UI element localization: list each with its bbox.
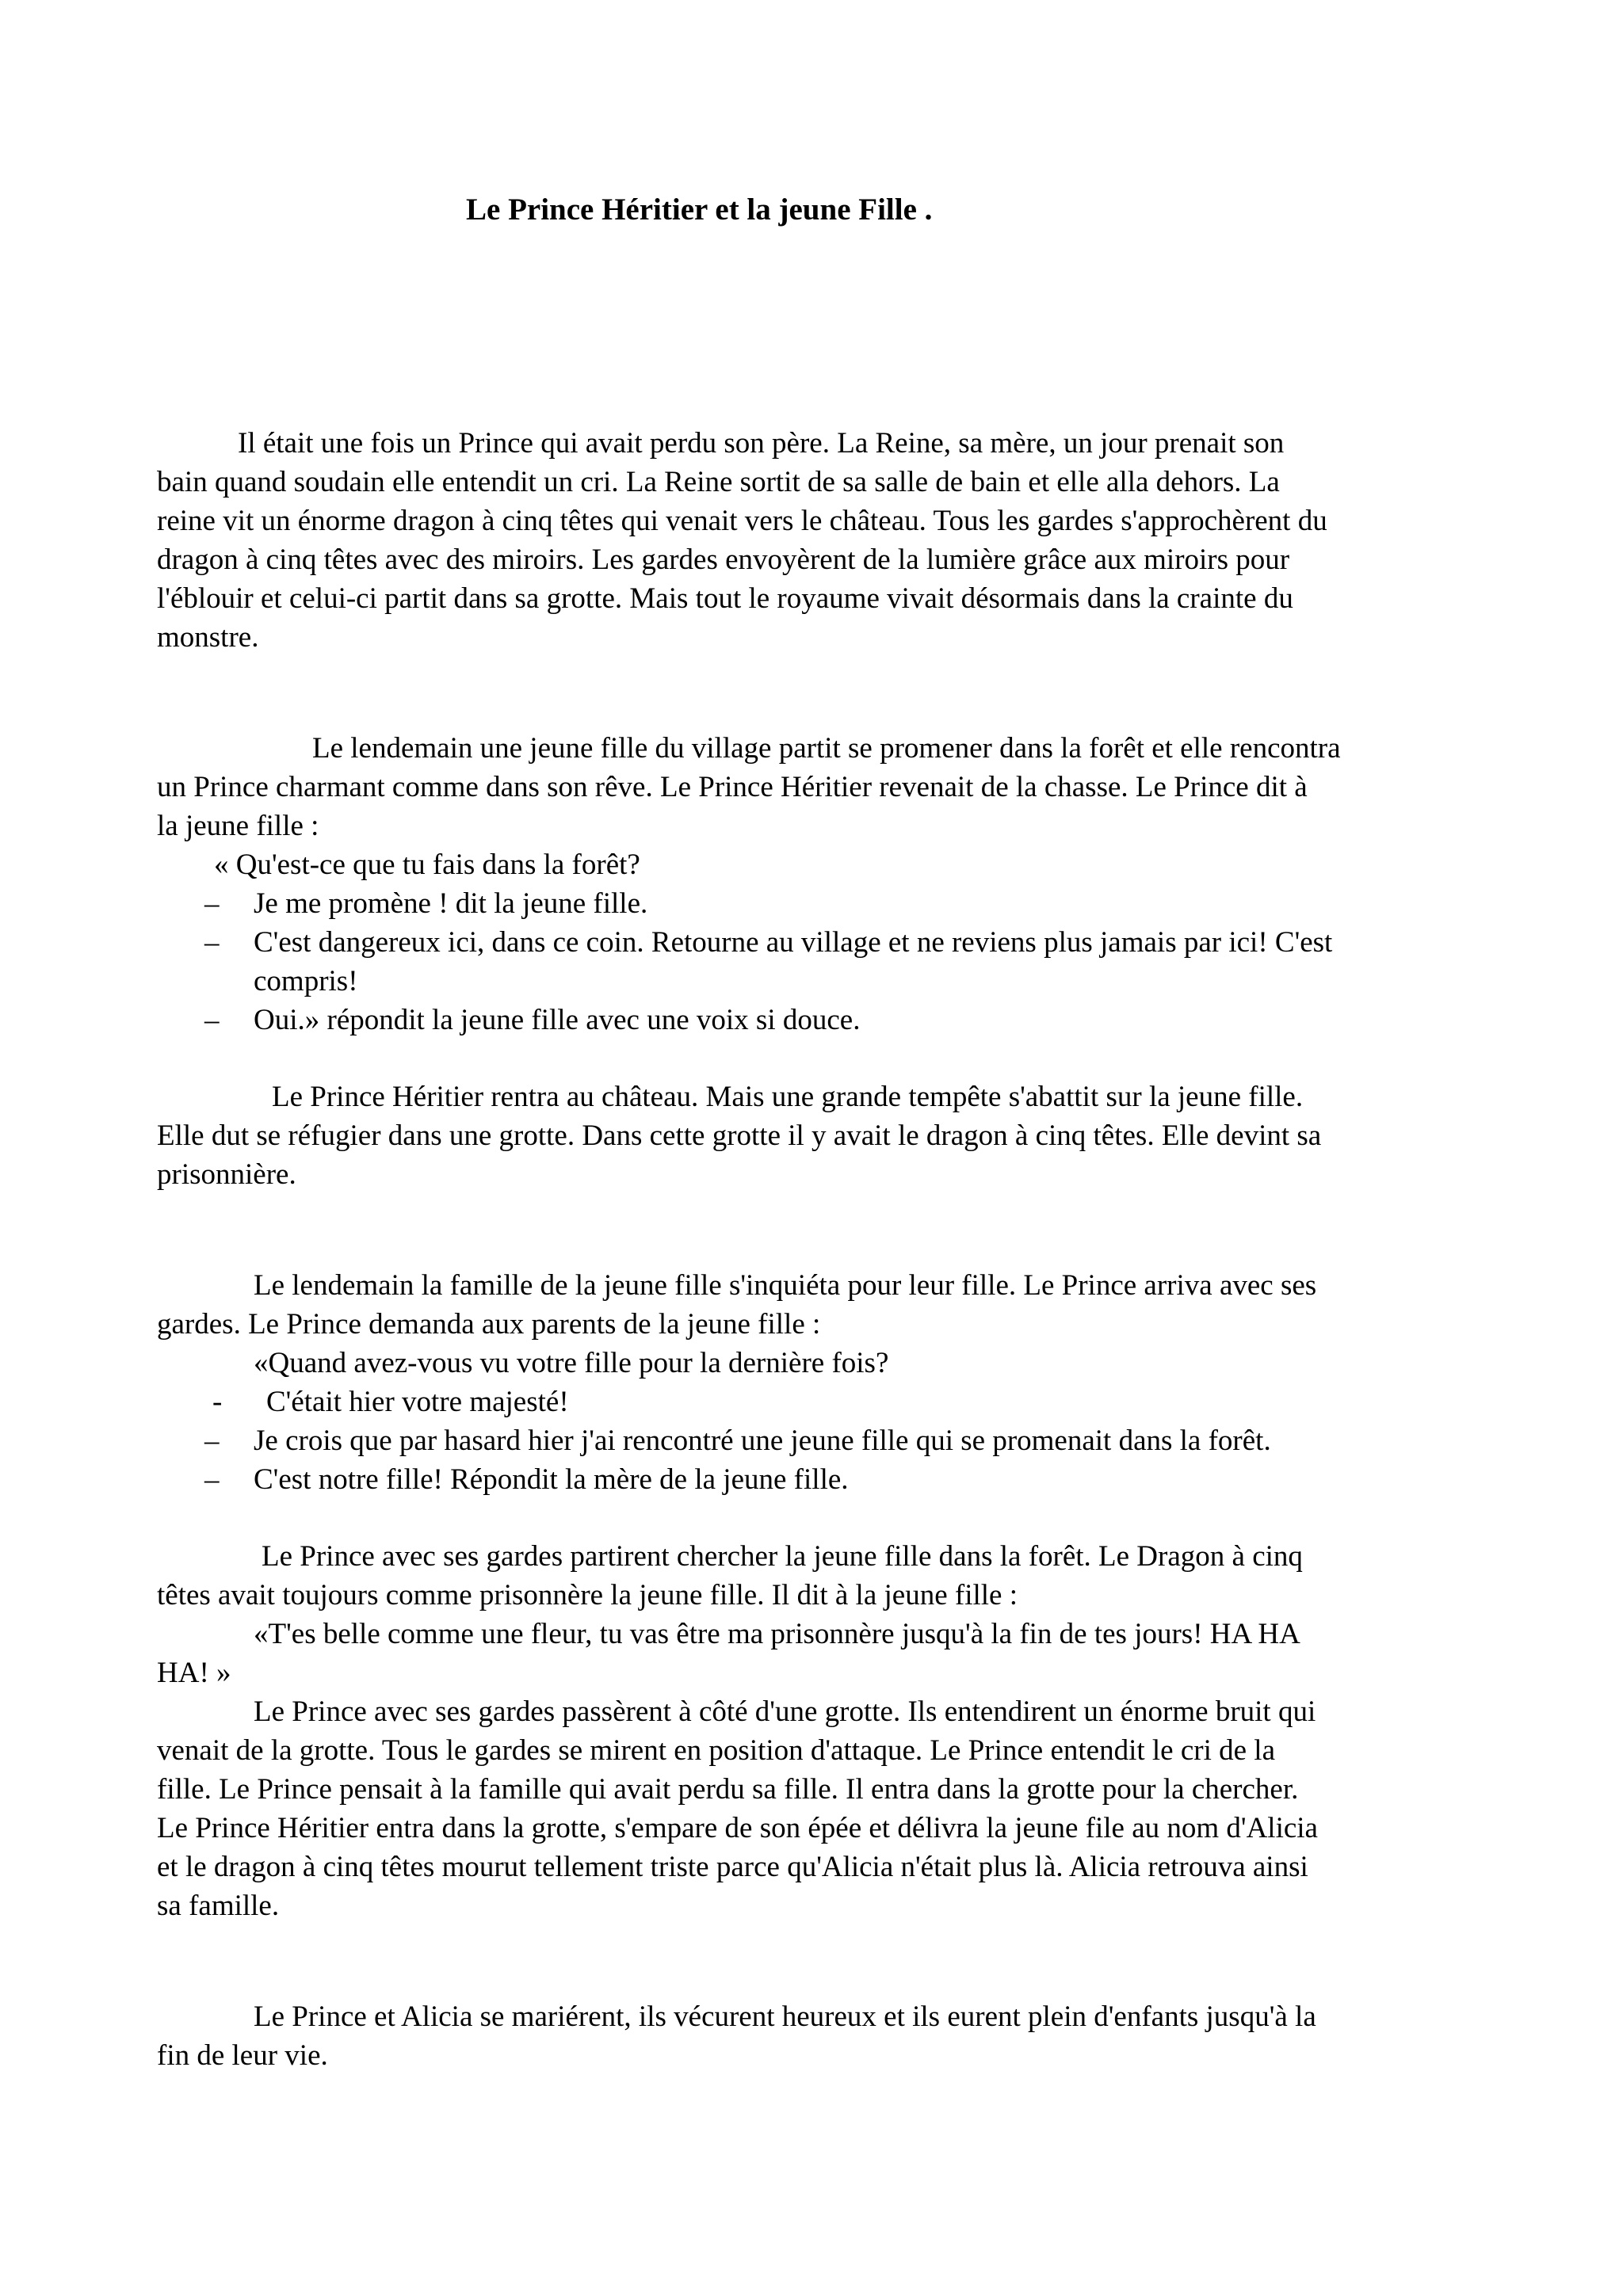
text-line: monstre. — [157, 621, 259, 654]
text-line: Le lendemain la famille de la jeune fille s'inquiéta pour leur fille. Le Prince arriva avec ses — [254, 1269, 1317, 1302]
dialogue-line: compris! — [254, 965, 358, 997]
dialogue-line: Je crois que par hasard hier j'ai rencontré une jeune fille qui se promenait dans la forêt. — [254, 1425, 1271, 1457]
dialogue-dash: – — [204, 1463, 220, 1496]
text-line: Le Prince Héritier rentra au château. Mais une grande tempête s'abattit sur la jeune fille. — [272, 1081, 1304, 1113]
dialogue-dash: – — [204, 1425, 220, 1457]
text-line: dragon à cinq têtes avec des miroirs. Les gardes envoyèrent de la lumière grâce aux miroirs pour — [157, 543, 1290, 576]
text-line: têtes avait toujours comme prisonnère la jeune fille. Il dit à la jeune fille : — [157, 1579, 1018, 1611]
dialogue-dash: – — [204, 926, 220, 959]
text-line: sa famille. — [157, 1890, 280, 1922]
dialogue-dash: – — [204, 887, 220, 920]
text-line: HA! » — [157, 1657, 231, 1689]
text-line: reine vit un énorme dragon à cinq têtes qui venait vers le château. Tous les gardes s'approchèrent du — [157, 505, 1327, 537]
text-line: Le lendemain une jeune fille du village partit se promener dans la forêt et elle rencontra — [312, 732, 1341, 765]
text-line: «T'es belle comme une fleur, tu vas être ma prisonnère jusqu'à la fin de tes jours! HA HA — [254, 1618, 1300, 1650]
text-line: un Prince charmant comme dans son rêve. Le Prince Héritier revenait de la chasse. Le Prince dit à — [157, 771, 1308, 803]
dialogue-line: Oui.» répondit la jeune fille avec une voix si douce. — [254, 1004, 861, 1036]
text-line: et le dragon à cinq têtes mourut tellement triste parce qu'Alicia n'était plus là. Alicia retrouva ainsi — [157, 1851, 1308, 1883]
text-line: Le Prince avec ses gardes passèrent à côté d'une grotte. Ils entendirent un énorme bruit qui — [254, 1695, 1316, 1728]
text-line: la jeune fille : — [157, 810, 319, 842]
dialogue-line: C'était hier votre majesté! — [266, 1386, 569, 1418]
text-line: Il était une fois un Prince qui avait perdu son père. La Reine, sa mère, un jour prenait son — [238, 427, 1285, 460]
dialogue-line: «Quand avez-vous vu votre fille pour la dernière fois? — [254, 1347, 889, 1379]
text-line: venait de la grotte. Tous le gardes se mirent en position d'attaque. Le Prince entendit le cri de la — [157, 1734, 1275, 1767]
text-line: prisonnière. — [157, 1158, 296, 1191]
text-line: Le Prince et Alicia se mariérent, ils vécurent heureux et ils eurent plein d'enfants jusqu'à la — [254, 2000, 1316, 2033]
page-title: Le Prince Héritier et la jeune Fille . — [466, 193, 933, 227]
dialogue-line: Je me promène ! dit la jeune fille. — [254, 887, 648, 920]
text-line: fille. Le Prince pensait à la famille qui avait perdu sa fille. Il entra dans la grotte pour la chercher. — [157, 1773, 1299, 1806]
dialogue-line: C'est notre fille! Répondit la mère de la jeune fille. — [254, 1463, 849, 1496]
text-line: gardes. Le Prince demanda aux parents de la jeune fille : — [157, 1308, 821, 1341]
dialogue-line: « Qu'est-ce que tu fais dans la forêt? — [214, 849, 640, 881]
text-line: Le Prince avec ses gardes partirent chercher la jeune fille dans la forêt. Le Dragon à cinq — [262, 1540, 1303, 1573]
text-line: fin de leur vie. — [157, 2039, 328, 2072]
text-line: Elle dut se réfugier dans une grotte. Dans cette grotte il y avait le dragon à cinq têtes. Elle devint sa — [157, 1119, 1322, 1152]
text-line: l'éblouir et celui-ci partit dans sa grotte. Mais tout le royaume vivait désormais dans la crainte du — [157, 582, 1293, 615]
text-line: Le Prince Héritier entra dans la grotte, s'empare de son épée et délivra la jeune file au nom d'Alicia — [157, 1812, 1318, 1844]
dialogue-line: C'est dangereux ici, dans ce coin. Retourne au village et ne reviens plus jamais par ici! C'est — [254, 926, 1333, 959]
text-line: bain quand soudain elle entendit un cri. La Reine sortit de sa salle de bain et elle alla dehors. La — [157, 466, 1280, 498]
dialogue-dash: - — [212, 1386, 223, 1418]
dialogue-dash: – — [204, 1004, 220, 1036]
